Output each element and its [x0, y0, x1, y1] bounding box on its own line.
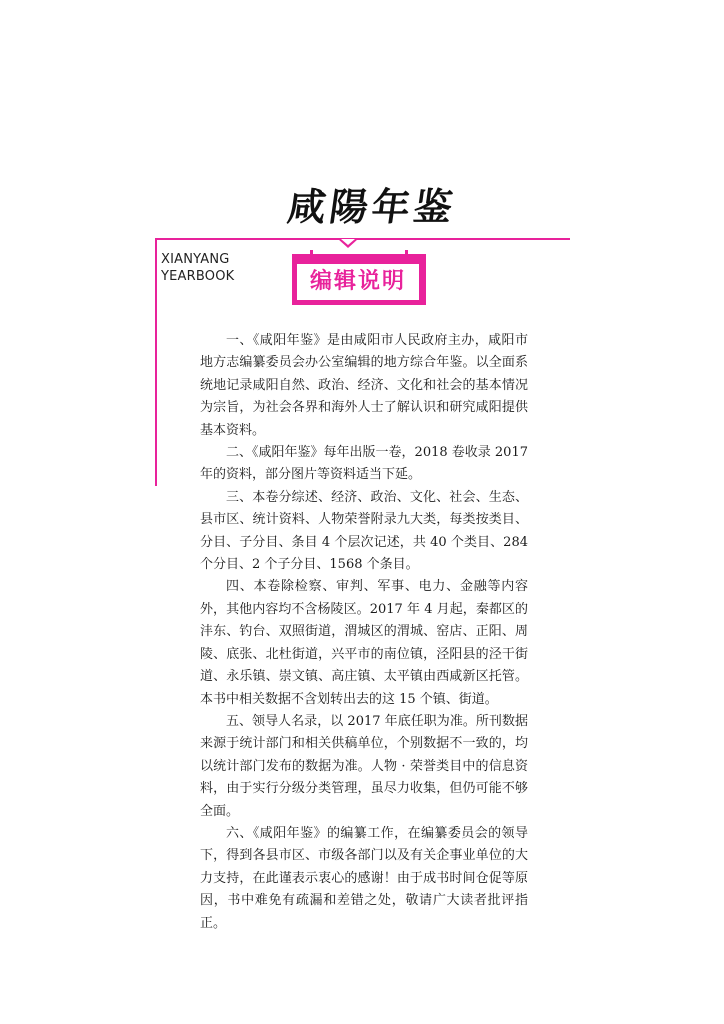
logo-text: 咸陽年鉴 — [284, 184, 460, 229]
english-title-line-1: XIANYANG — [161, 252, 230, 267]
banner-tick — [405, 250, 408, 258]
paragraph-5: 五、领导人名录，以 2017 年底任职为准。所刊数据来源于统计部门和相关供稿单位，个别数据不一致的，均以统计部门发布的数据为准。人物 · 荣誉类目中的信息资料，由于实行分级分类管理，虽尽力收集，但仍可能不够全面。 — [200, 713, 528, 819]
frame-notch-inner — [341, 239, 355, 245]
section-title-banner — [292, 254, 426, 305]
paragraph-2: 二、《咸阳年鉴》每年出版一卷，2018 卷收录 2017 年的资料，部分图片等资料适当下延。 — [200, 445, 528, 483]
banner-tick — [310, 250, 313, 258]
paragraph-1: 一、《咸阳年鉴》是由咸阳市人民政府主办，咸阳市地方志编纂委员会办公室编辑的地方综合年鉴。以全面系统地记录咸阳自然、政治、经济、文化和社会的基本情况为宗旨，为社会各界和海外人士了解认识和研究咸阳提供基本资料。 — [200, 333, 528, 438]
yearbook-logo — [284, 182, 460, 232]
paragraph-4: 四、本卷除检察、审判、军事、电力、金融等内容外，其他内容均不含杨陵区。2017 年 4 月起，秦都区的沣东、钓台、双照街道，渭城区的渭城、窑店、正阳、周陵、底张、北杜街道，兴平市的南位镇，泾阳县的泾干街道、永乐镇、崇文镇、高庄镇、太平镇由西咸新区托管。本书中相关数据不含划转出去的这 15 个镇、街道。 — [200, 579, 528, 707]
english-title — [161, 251, 251, 285]
paragraph-3: 三、本卷分综述、经济、政治、文化、社会、生态、县市区、统计资料、人物荣誉附录九大类，每类按类目、分目、子分目、条目 4 个层次记述，共 40 个类目、284 个分目、2 个子分目、1568 个条目。 — [200, 489, 528, 573]
paragraph-6: 六、《咸阳年鉴》的编纂工作，在编纂委员会的领导下，得到各县市区、市级各部门以及有关企事业单位的大力支持，在此谨表示衷心的感谢！由于成书时间仓促等原因，书中难免有疏漏和差错之处，敬请广大读者批评指正。 — [200, 825, 528, 931]
frame-top-line — [155, 238, 570, 240]
frame-left-line — [155, 238, 157, 486]
section-title: 编辑说明 — [297, 264, 419, 300]
editorial-notes-body — [200, 330, 528, 935]
english-title-line-2: YEARBOOK — [161, 269, 235, 284]
